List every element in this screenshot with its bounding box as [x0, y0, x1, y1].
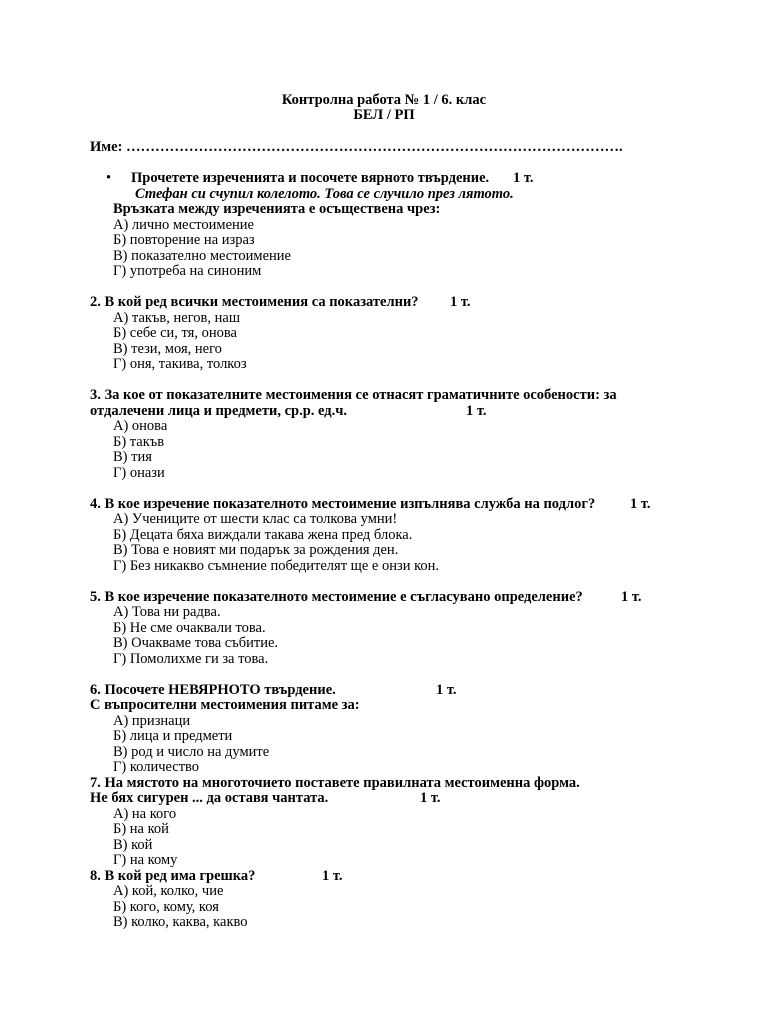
q2-question: 2. В кой ред всички местоимения са показателни?: [90, 294, 419, 310]
q7-points: 1 т.: [420, 790, 441, 806]
q7-option: Б) на кой: [113, 821, 169, 837]
q7-option: Г) на кому: [113, 852, 178, 868]
q1-stem: Връзката между изреченията е осъществена чрез:: [113, 201, 441, 217]
q5-question: 5. В кое изречение показателното местоимение е съгласувано определение?: [90, 589, 583, 605]
q4-option: В) Това е новият ми подарък за рождения ден.: [113, 542, 399, 558]
q6-points: 1 т.: [436, 682, 457, 698]
q4-points: 1 т.: [630, 496, 651, 512]
q3-option: А) онова: [113, 418, 168, 434]
q7-option: В) кой: [113, 837, 153, 853]
q1-option: Б) повторение на израз: [113, 232, 255, 248]
q1-option: В) показателно местоимение: [113, 248, 291, 264]
q3-question-line-1: 3. За кое от показателните местоимения се отнасят граматичните особености: за: [90, 387, 617, 403]
q1-question: Прочетете изреченията и посочете вярното твърдение.: [131, 170, 490, 186]
name-field-line: Име: ………………………………………………………………………………………….: [90, 139, 623, 155]
page-subtitle: БЕЛ / РП: [353, 107, 415, 123]
q7-stem: Не бях сигурен ... да оставя чантата.: [90, 790, 329, 806]
q1-points: 1 т.: [513, 170, 534, 186]
q5-option: Г) Помолихме ги за това.: [113, 651, 269, 667]
q6-option: А) признаци: [113, 713, 191, 729]
q5-option: Б) Не сме очаквали това.: [113, 620, 266, 636]
q3-points: 1 т.: [466, 403, 487, 419]
q3-question-line-2: отдалечени лица и предмети, ср.р. ед.ч.: [90, 403, 348, 419]
page-title: Контролна работа № 1 / 6. клас: [281, 92, 487, 108]
q2-option: В) тези, моя, него: [113, 341, 222, 357]
bullet-icon: •: [106, 170, 112, 186]
q1-option: Г) употреба на синоним: [113, 263, 262, 279]
q6-option: Б) лица и предмети: [113, 728, 233, 744]
q2-option: Г) оня, такива, толкоз: [113, 356, 247, 372]
q1-option: А) лично местоимение: [113, 217, 254, 233]
q2-option: А) такъв, негов, наш: [113, 310, 241, 326]
q8-points: 1 т.: [322, 868, 343, 884]
q6-option: Г) количество: [113, 759, 200, 775]
q3-option: Г) онази: [113, 465, 165, 481]
q4-option: Г) Без никакво съмнение победителят ще е онзи кон.: [113, 558, 440, 574]
q8-option: В) колко, каква, какво: [113, 914, 248, 930]
q4-option: А) Учениците от шести клас са толкова умни!: [113, 511, 398, 527]
q4-question: 4. В кое изречение показателното местоимение изпълнява служба на подлог?: [90, 496, 596, 512]
q8-option: Б) кого, кому, коя: [113, 899, 219, 915]
q3-option: Б) такъв: [113, 434, 165, 450]
q4-option: Б) Децата бяха виждали такава жена пред блока.: [113, 527, 413, 543]
q5-option: В) Очакваме това събитие.: [113, 635, 279, 651]
q5-option: А) Това ни радва.: [113, 604, 221, 620]
q8-option: А) кой, колко, чие: [113, 883, 224, 899]
q7-option: А) на кого: [113, 806, 177, 822]
q7-question: 7. На мястото на многоточието поставете правилната местоименна форма.: [90, 775, 580, 791]
q1-quote: Стефан си счупил колелото. Това се случило през лятото.: [135, 186, 514, 202]
q8-question: 8. В кой ред има грешка?: [90, 868, 256, 884]
q5-points: 1 т.: [621, 589, 642, 605]
q6-question: 6. Посочете НЕВЯРНОТО твърдение.: [90, 682, 336, 698]
q6-stem: С въпросителни местоимения питаме за:: [90, 697, 360, 713]
q6-option: В) род и число на думите: [113, 744, 270, 760]
q2-points: 1 т.: [450, 294, 471, 310]
q3-option: В) тия: [113, 449, 152, 465]
q2-option: Б) себе си, тя, онова: [113, 325, 237, 341]
